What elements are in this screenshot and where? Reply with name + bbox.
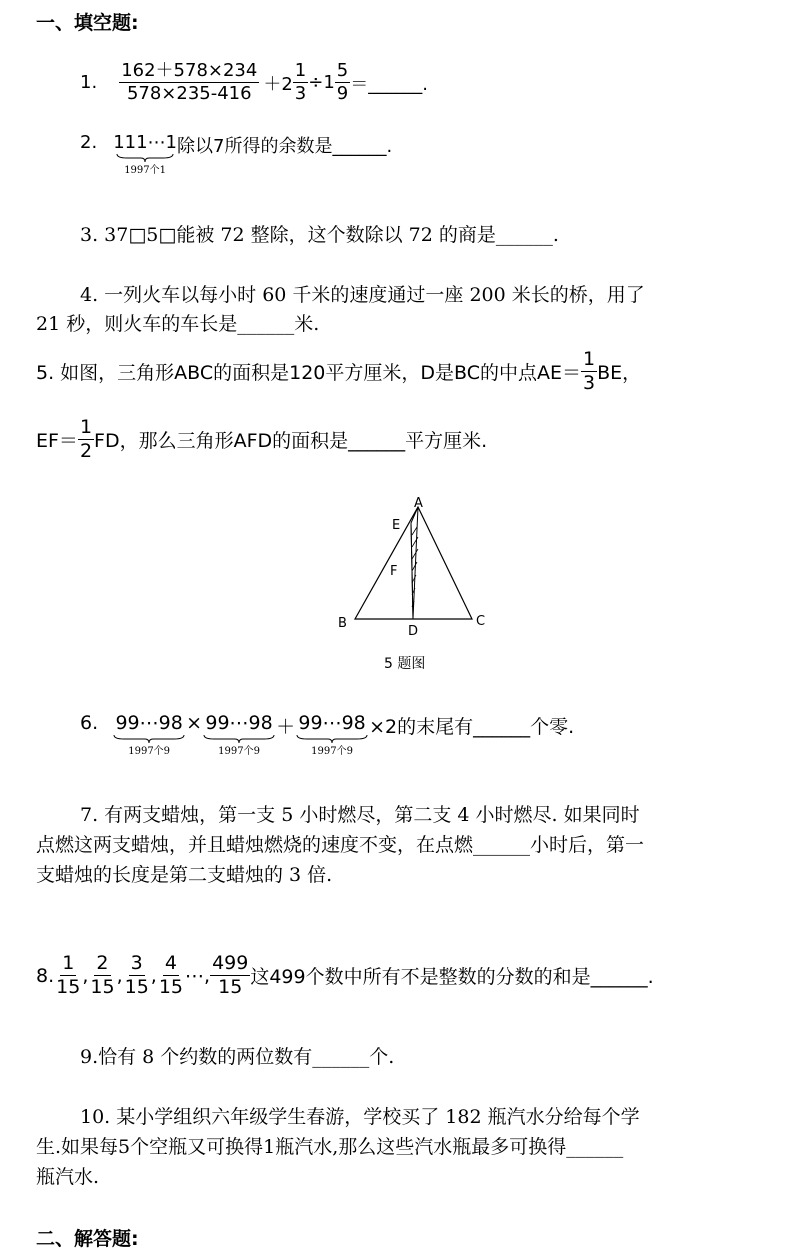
q5-text-d: FD，那么三角形AFD的面积是______平方厘米. xyxy=(94,430,488,452)
q6-plus: ＋ xyxy=(276,716,296,738)
section-heading-answer: 二、解答题: xyxy=(36,1228,139,1250)
q1-f1-den: 3 xyxy=(294,83,307,104)
q5-text-a: 5. 如图，三角形ABC的面积是120平方厘米，D是BC的中点AE＝ xyxy=(36,362,581,384)
q8-f4-num: 4 xyxy=(164,952,177,974)
q8-f5-den: 15 xyxy=(218,976,243,998)
q1-f2-den: 9 xyxy=(336,83,349,104)
q6-number: 6. xyxy=(80,712,99,734)
q6-term-2 xyxy=(202,712,276,757)
question-5-line-2 xyxy=(36,418,487,461)
triangle-figure xyxy=(330,495,490,635)
question-7-line-1: 7. 有两支蜡烛，第一支 5 小时燃尽，第二支 4 小时燃尽. 如果同时 xyxy=(80,804,640,826)
q2-text: 除以7所得的余数是______. xyxy=(177,136,393,157)
q1-fraction-2 xyxy=(335,62,350,103)
question-6 xyxy=(80,712,574,757)
q6-times: × xyxy=(186,712,203,734)
q8-tail: 这499个数中所有不是整数的分数的和是______. xyxy=(250,966,654,988)
question-10-line-1: 10. 某小学组织六年级学生春游，学校买了 182 瓶汽水分给每个学 xyxy=(80,1106,640,1128)
q6-term-1-digits: 99⋯98 xyxy=(115,712,183,734)
q8-ellipsis: ⋯, xyxy=(185,964,211,987)
q8-f2-den: 15 xyxy=(90,976,115,998)
q8-frac-1 xyxy=(54,954,82,997)
q8-f3-num: 3 xyxy=(130,952,143,974)
q1-big-fraction xyxy=(119,62,259,103)
q5-f2-den: 2 xyxy=(79,440,93,462)
q5-f1-num: 1 xyxy=(583,348,596,370)
q2-brace-label: 1997个1 xyxy=(124,165,166,176)
label-d: D xyxy=(408,624,419,635)
q5-f2-num: 1 xyxy=(79,416,93,438)
q8-f2-num: 2 xyxy=(96,952,109,974)
q8-comma-1: , xyxy=(82,964,89,987)
q1-denominator: 578×235-416 xyxy=(126,83,252,104)
q8-frac-2 xyxy=(88,954,116,997)
q2-digits: 111⋯1 xyxy=(113,132,177,153)
q1-f1-num: 1 xyxy=(294,60,307,81)
q8-f4-den: 15 xyxy=(158,976,184,998)
q8-comma-2: , xyxy=(116,964,123,987)
q8-f1-den: 15 xyxy=(56,976,81,998)
q6-term-3-digits: 99⋯98 xyxy=(298,712,366,734)
question-10-line-3: 瓶汽水. xyxy=(36,1166,100,1188)
q6-brace-label-2: 1997个9 xyxy=(218,746,260,757)
question-10-line-2: 生.如果每5个空瓶又可换得1瓶汽水,那么这些汽水瓶最多可换得______ xyxy=(36,1136,624,1158)
q2-digits-brace xyxy=(113,132,177,176)
q8-number: 8. xyxy=(36,964,55,987)
question-7-line-2: 点燃这两支蜡烛，并且蜡烛燃烧的速度不变，在点燃______小时后，第一 xyxy=(36,834,645,856)
q8-f3-den: 15 xyxy=(124,976,149,998)
question-8 xyxy=(36,954,654,997)
q1-answer-blank: ＝______. xyxy=(350,73,428,95)
question-2 xyxy=(80,132,392,176)
triangle-afd xyxy=(411,507,418,619)
question-7-line-3: 支蜡烛的长度是第二支蜡烛的 3 倍. xyxy=(36,864,333,886)
label-a: A xyxy=(414,496,423,511)
q8-frac-5 xyxy=(210,954,250,997)
q8-comma-3: , xyxy=(150,964,157,987)
q6-term-3 xyxy=(295,712,369,757)
q8-frac-3 xyxy=(123,954,151,997)
question-4-line-2: 21 秒，则火车的车长是______米. xyxy=(36,313,320,335)
q6-brace-label-1: 1997个9 xyxy=(128,746,171,757)
q5-text-c: EF＝ xyxy=(36,430,78,452)
section-heading-fill-blank: 一、填空题: xyxy=(36,12,139,34)
q6-term-1 xyxy=(112,712,186,757)
q1-f2-num: 5 xyxy=(336,60,349,81)
label-c: C xyxy=(476,614,486,629)
question-4-line-1: 4. 一列火车以每小时 60 千米的速度通过一座 200 米长的桥，用了 xyxy=(80,284,645,306)
q1-fraction-1 xyxy=(293,62,308,103)
question-1 xyxy=(80,62,428,103)
label-f: F xyxy=(390,564,398,579)
q5-fraction-1 xyxy=(581,350,597,393)
q1-number: 1. xyxy=(80,72,98,93)
q5-text-b: BE， xyxy=(597,362,642,384)
q1-plus: ＋2 xyxy=(263,73,293,95)
q8-f1-num: 1 xyxy=(62,952,75,974)
q6-term-2-digits: 99⋯98 xyxy=(205,712,273,734)
q1-div: ÷1 xyxy=(308,72,335,93)
q6-brace-label-3: 1997个9 xyxy=(311,746,353,757)
question-5-line-1 xyxy=(36,350,641,393)
q5-f1-den: 3 xyxy=(583,372,596,394)
label-b: B xyxy=(338,616,347,631)
q8-frac-4 xyxy=(157,954,185,997)
q1-numerator: 162＋578×234 xyxy=(121,60,258,81)
q6-tail: ×2的末尾有______个零. xyxy=(369,716,575,738)
q2-number: 2. xyxy=(80,132,98,153)
label-e: E xyxy=(392,518,401,533)
figure-caption: 5 题图 xyxy=(384,656,426,672)
question-9: 9.恰有 8 个约数的两位数有______个. xyxy=(80,1046,395,1068)
q8-f5-num: 499 xyxy=(212,952,249,974)
q5-fraction-2 xyxy=(78,418,94,461)
question-3: 3. 37□5□能被 72 整除，这个数除以 72 的商是______. xyxy=(80,224,559,246)
